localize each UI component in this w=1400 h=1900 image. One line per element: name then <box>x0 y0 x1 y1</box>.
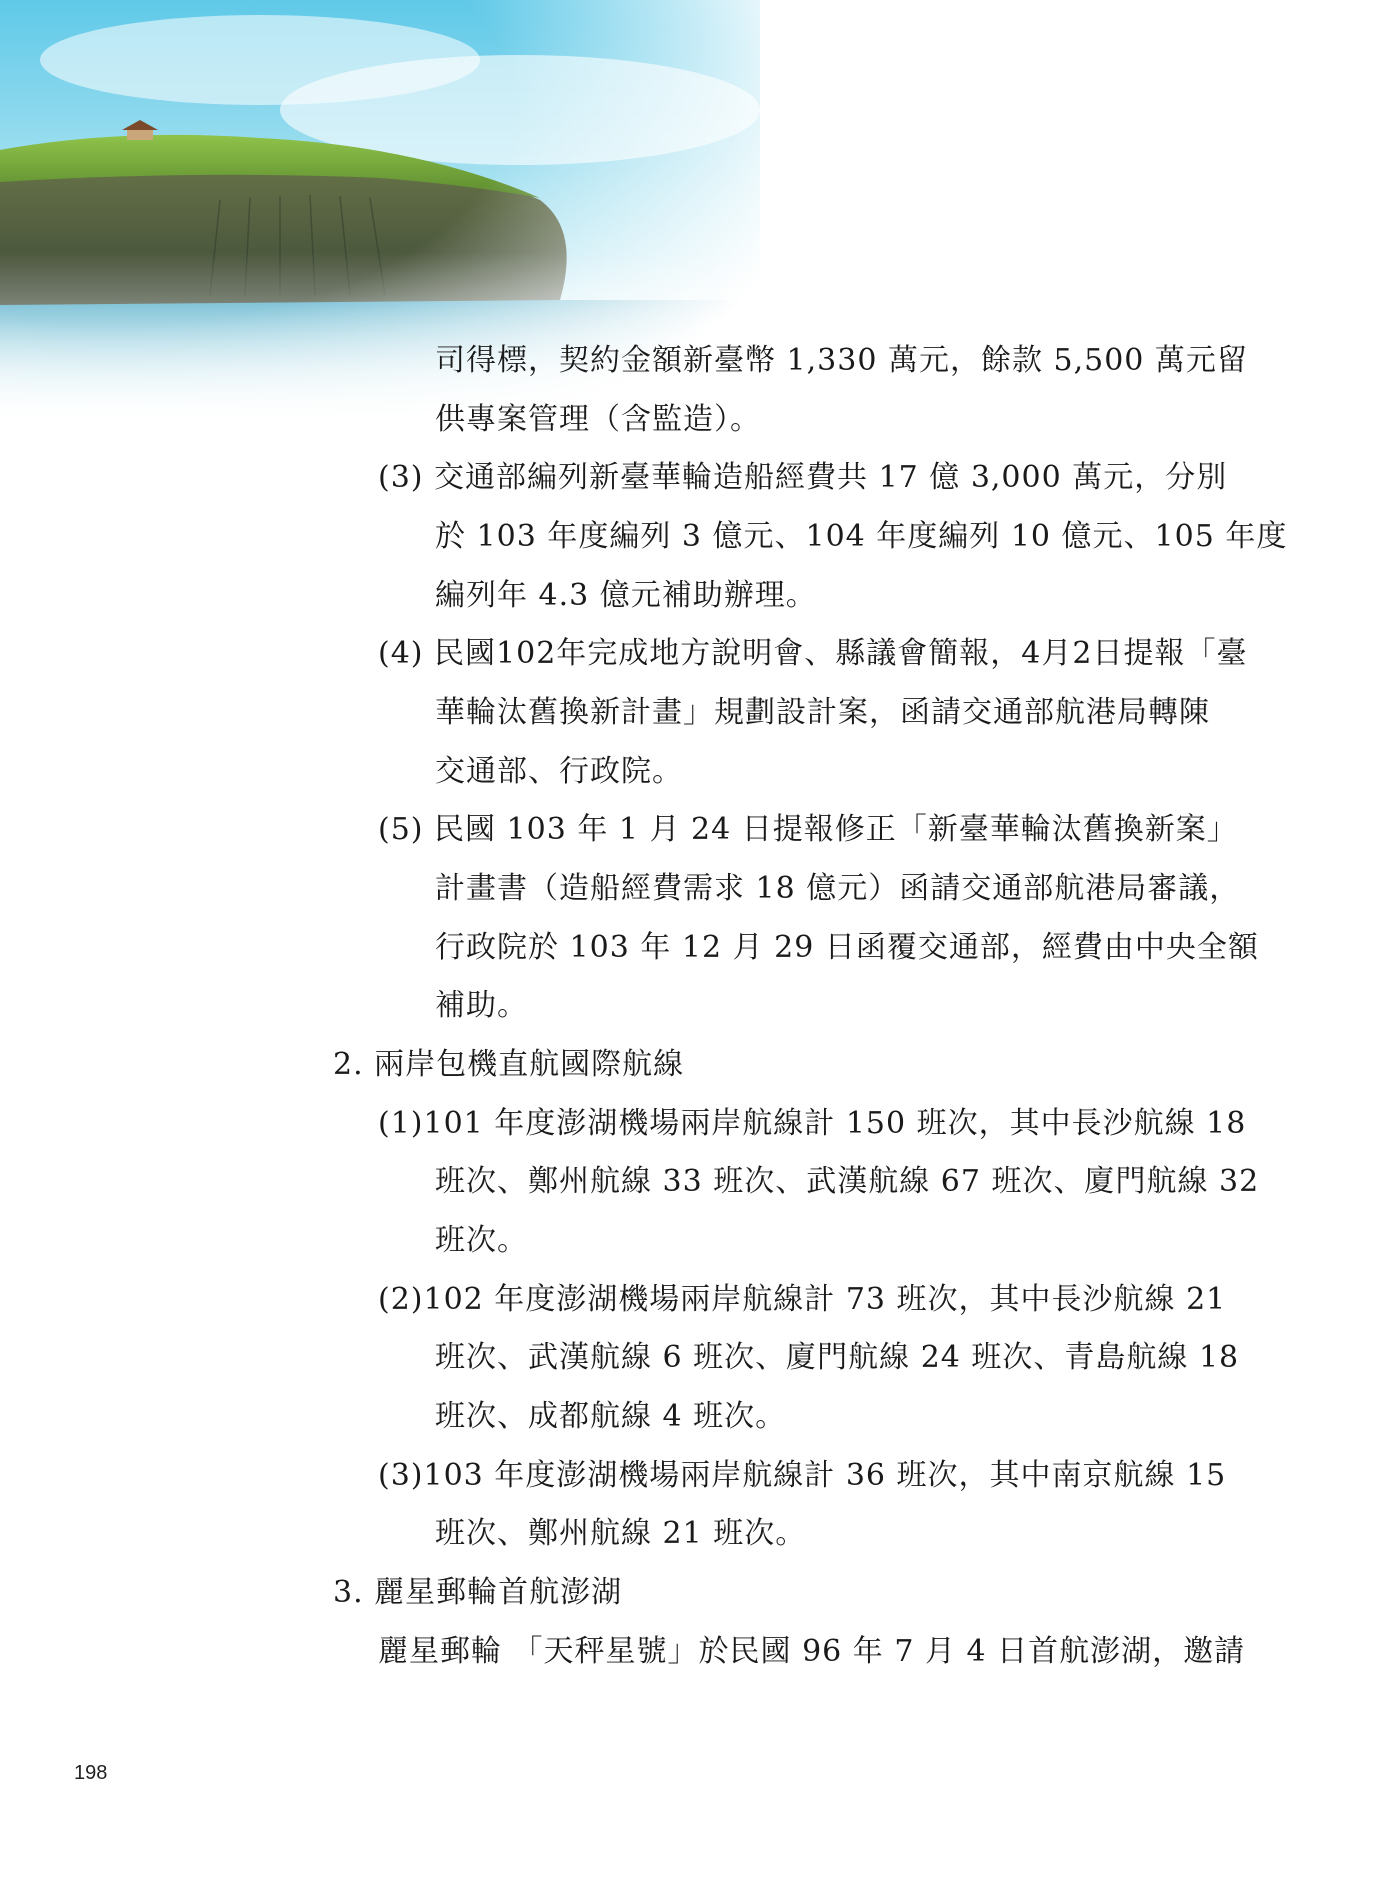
text-line: 班次。 <box>435 1223 528 1258</box>
page-number: 198 <box>74 1762 108 1784</box>
text-line: (3)103 年度澎湖機場兩岸航線計 36 班次，其中南京航線 15 <box>378 1458 1227 1493</box>
text-line: 班次、成都航線 4 班次。 <box>435 1399 787 1434</box>
text-line: 編列年 4.3 億元補助辦理。 <box>435 578 817 613</box>
section-heading: 2. 兩岸包機直航國際航線 <box>333 1047 685 1082</box>
text-line: (5) 民國 103 年 1 月 24 日提報修正「新臺華輪汰舊換新案」 <box>378 812 1238 847</box>
text-line: 交通部、行政院。 <box>435 754 683 789</box>
text-line: (4) 民國102年完成地方說明會、縣議會簡報，4月2日提報「臺 <box>378 636 1248 671</box>
text-line: (3) 交通部編列新臺華輪造船經費共 17 億 3,000 萬元，分別 <box>378 460 1228 495</box>
section-heading: 3. 麗星郵輪首航澎湖 <box>333 1575 623 1610</box>
text-line: 班次、鄭州航線 33 班次、武漢航線 67 班次、廈門航線 32 <box>435 1164 1260 1199</box>
text-line: 於 103 年度編列 3 億元、104 年度編列 10 億元、105 年度 <box>435 519 1288 554</box>
text-line: 華輪汰舊換新計畫」規劃設計案，函請交通部航港局轉陳 <box>435 695 1210 730</box>
text-line: 行政院於 103 年 12 月 29 日函覆交通部，經費由中央全額 <box>435 930 1259 965</box>
text-line: 司得標，契約金額新臺幣 1,330 萬元，餘款 5,500 萬元留 <box>435 343 1248 378</box>
text-line: (2)102 年度澎湖機場兩岸航線計 73 班次，其中長沙航線 21 <box>378 1282 1227 1317</box>
text-line: 班次、鄭州航線 21 班次。 <box>435 1516 807 1551</box>
text-line: 班次、武漢航線 6 班次、廈門航線 24 班次、青島航線 18 <box>435 1340 1240 1375</box>
text-line: 麗星郵輪 「天秤星號」於民國 96 年 7 月 4 日首航澎湖，邀請 <box>378 1634 1246 1669</box>
text-line: 補助。 <box>435 988 528 1023</box>
text-line: (1)101 年度澎湖機場兩岸航線計 150 班次，其中長沙航線 18 <box>378 1106 1247 1141</box>
text-line: 供專案管理（含監造）。 <box>435 402 761 437</box>
text-line: 計畫書（造船經費需求 18 億元）函請交通部航港局審議， <box>435 871 1241 906</box>
